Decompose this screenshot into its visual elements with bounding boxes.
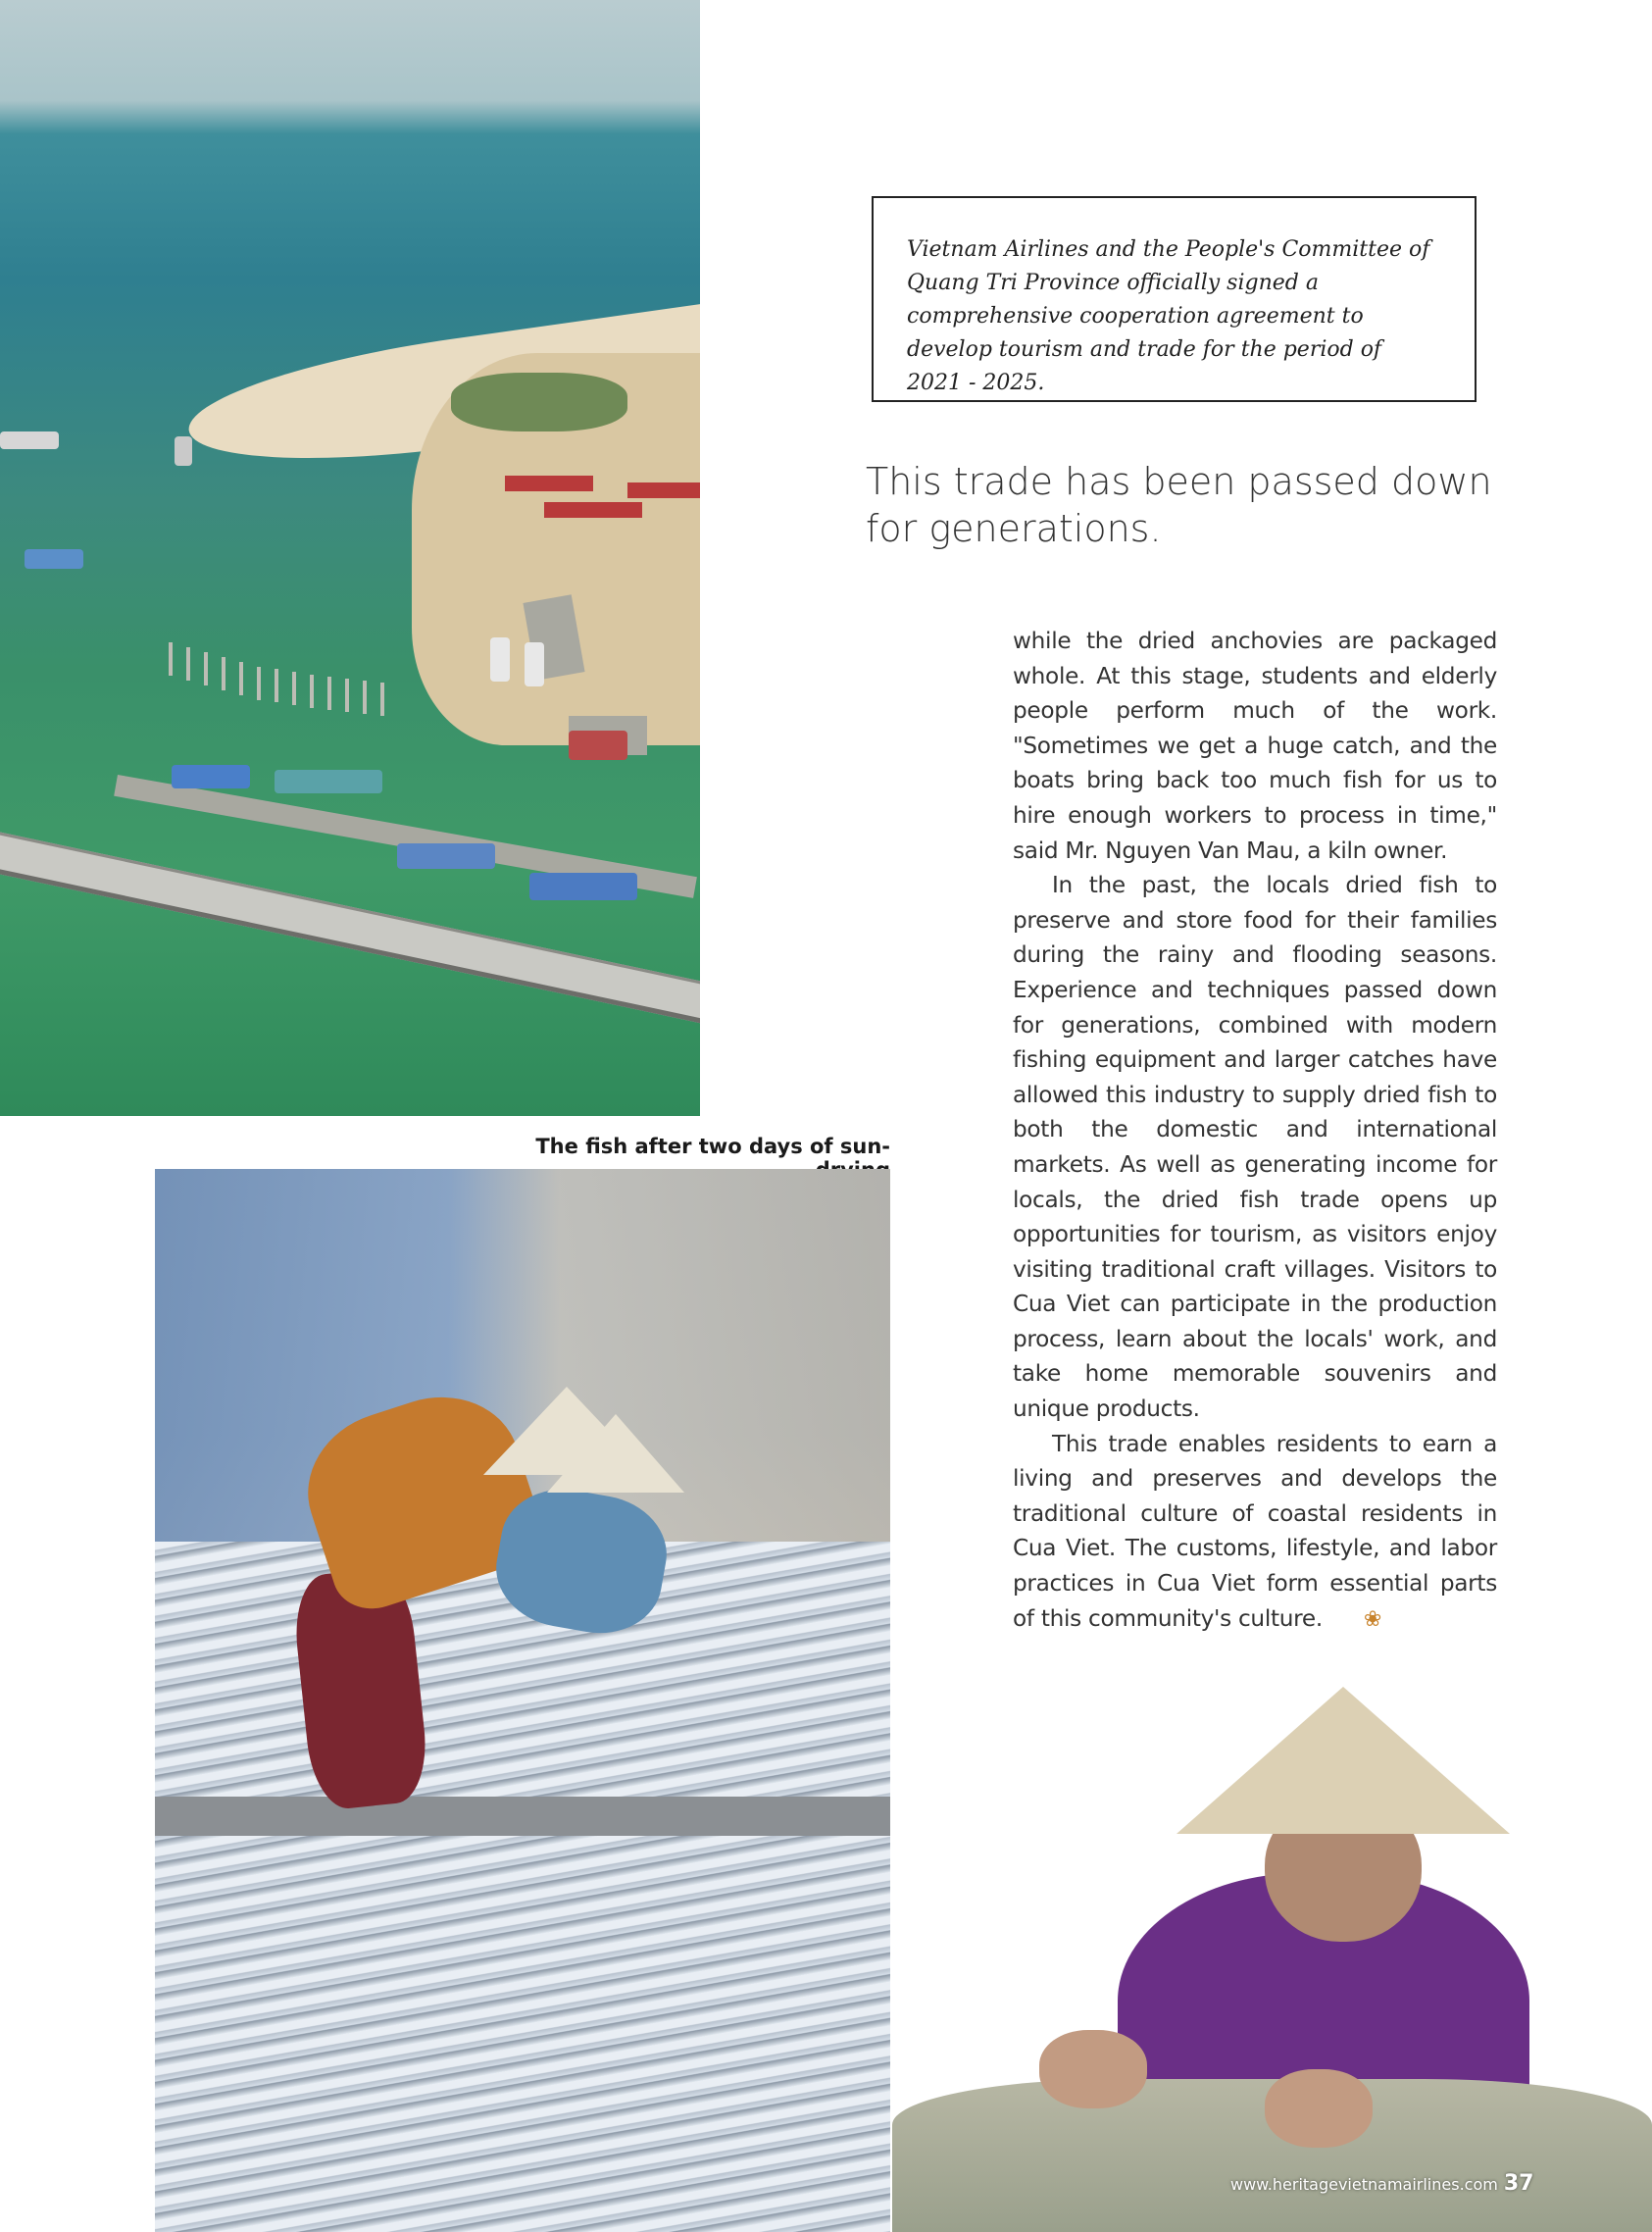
body-paragraph-3 bbox=[1013, 1427, 1497, 1638]
elderly-woman-photo bbox=[892, 1687, 1652, 2232]
lotus-icon: ❀ bbox=[1363, 1606, 1382, 1632]
aerial-river-photo bbox=[0, 0, 700, 1116]
info-box: Vietnam Airlines and the People's Committee of Quang Tri Province officially signed a comprehensive cooperation agreement to develop tourism and trade for the period of 2021 - 2025. bbox=[872, 196, 1477, 402]
page-footer bbox=[1230, 2171, 1534, 2196]
page-number: 37 bbox=[1503, 2171, 1534, 2196]
article-body bbox=[1013, 624, 1497, 1637]
fish-drying-photo bbox=[155, 1169, 890, 2232]
body-paragraph-2: In the past, the locals dried fish to preserve and store food for their families during the rainy and flooding seasons. Experience and techniques passed down for generations, combined with modern fishing equipment and larger catches have allowed this industry to supply dried fish to both the domestic and international markets. As well as generating income for locals, the dried fish trade opens up opportunities for tourism, as visitors enjoy visiting traditional craft villages. Visitors to Cua Viet can participate in the production process, learn about the locals' work, and take home memorable souvenirs and unique products. bbox=[1013, 872, 1497, 1423]
photo-caption: The fish after two days of sun- bbox=[535, 1135, 890, 1158]
pull-quote: This trade has been passed down for generations. bbox=[866, 460, 1492, 550]
body-paragraph-3-text: This trade enables residents to earn a living and preserves and develops the traditional culture of coastal residents in Cua Viet. The customs, lifestyle, and labor practices in Cua Viet form essential parts of this community's culture. bbox=[1013, 1430, 1497, 1632]
body-paragraph-1: while the dried anchovies are packaged whole. At this stage, students and elderly people perform much of the work. "Sometimes we get a huge catch, and the boats bring back too much fish for us to hire enough workers to process in time," said Mr. Nguyen Van Mau, a kiln owner. bbox=[1013, 628, 1497, 864]
website-url: www.heritagevietnamairlines.com bbox=[1230, 2175, 1498, 2194]
